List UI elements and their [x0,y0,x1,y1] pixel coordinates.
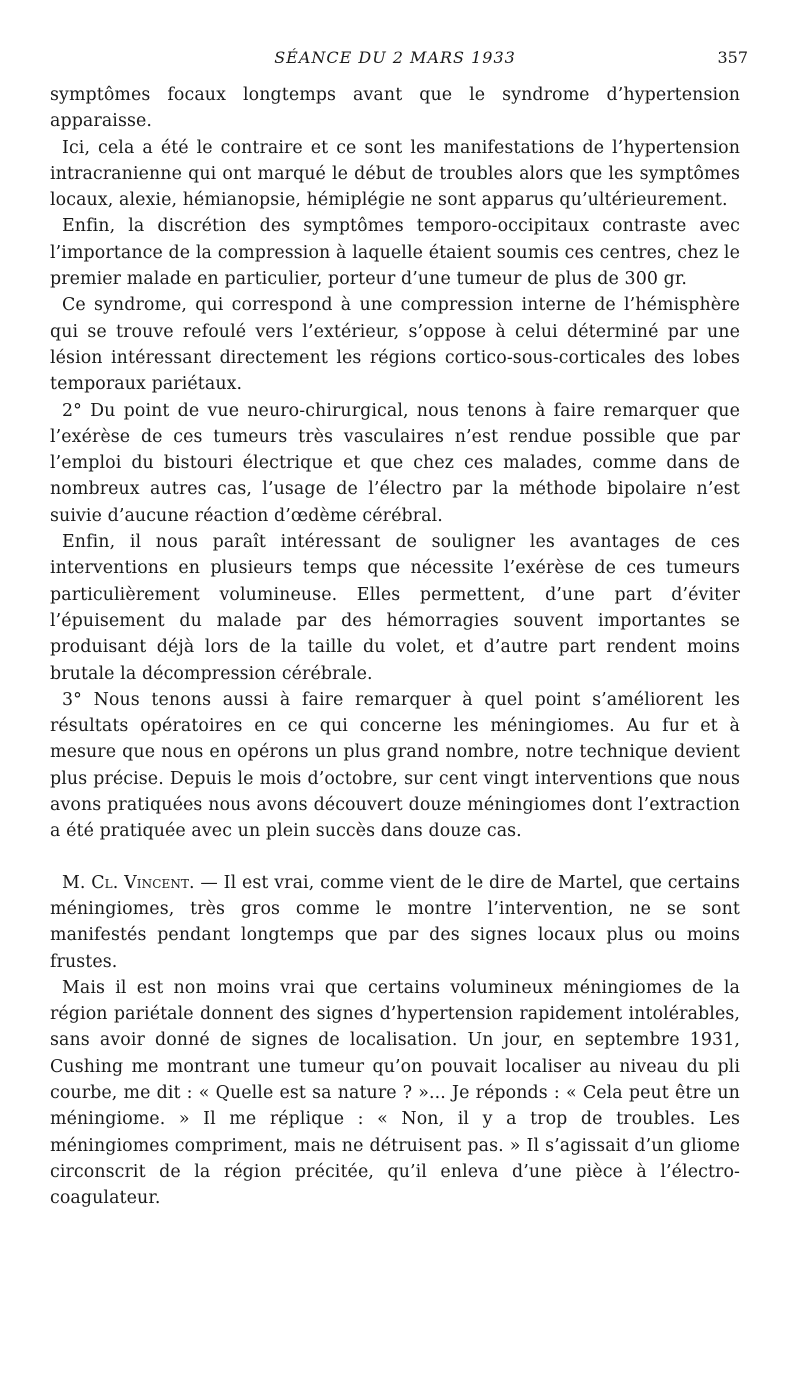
speaker-name: M. Cl. Vincent. [62,872,195,893]
running-head [50,44,748,82]
paragraph-continued: symptômes focaux longtemps avant que le syndrome d’hypertension apparaisse. [50,85,740,132]
discussion-paragraph [50,870,740,975]
section-gap [50,845,740,870]
page [50,44,748,1211]
paragraph: Enfin, la discrétion des symptômes temporo-occipitaux contraste avec l’importance de la compression à laquelle étaient soumis ces centres, chez le premier malade en particulier, porteur d’une tumeur de plus de 300 gr. [50,216,740,290]
discussion-text: — Il est vrai, comme vient de le dire de Martel, que certains méningiomes, très gros comme le montre l’intervention, ne se sont manifestés pendant longtemps que par des signes locaux plus ou moins frustes. [50,872,740,972]
paragraph: Ici, cela a été le contraire et ce sont les manifestations de l’hypertension intracranienne qui ont marqué le début de troubles alors que les symptômes locaux, alexie, hémianopsie, hémiplégie ne sont apparus qu’ultérieurement. [50,137,740,211]
paragraph: Enfin, il nous paraît intéressant de souligner les avantages de ces interventions en plusieurs temps que nécessite l’exérèse de ces tumeurs particulièrement volumineuse. Elles permettent, d’une part d’éviter l’épuisement du malade par des hémorragies souvent importantes se produisant déjà lors de la taille du volet, et d’autre part rendent moins brutale la décompression cérébrale. [50,532,740,684]
paragraph: Ce syndrome, qui correspond à une compression interne de l’hémisphère qui se trouve refoulé vers l’extérieur, s’oppose à celui déterminé par une lésion intéressant directement les régions cortico-sous-corticales des lobes temporaux pariétaux. [50,295,740,395]
running-title: SÉANCE DU 2 MARS 1933 [274,48,516,67]
page-number: 357 [717,48,748,67]
paragraph: 3° Nous tenons aussi à faire remarquer à quel point s’améliorent les résultats opératoires en ce qui concerne les méningiomes. Au fur et à mesure que nous en opérons un plus grand nombre, notre technique devient plus précise. Depuis le mois d’octobre, sur cent vingt interventions que nous avons pratiquées nous avons découvert douze méningiomes dont l’extraction a été pratiquée avec un plein succès dans douze cas. [50,689,740,842]
paragraph: 2° Du point de vue neuro-chirurgical, nous tenons à faire remarquer que l’exérèse de ces tumeurs très vasculaires n’est rendue possible que par l’emploi du bistouri électrique et que chez ces malades, comme dans de nombreux autres cas, l’usage de l’électro par la méthode bipolaire n’est suivie d’aucune réaction d’œdème cérébral. [50,400,740,526]
discussion-paragraph: Mais il est non moins vrai que certains volumineux méningiomes de la région pariétale donnent des signes d’hypertension rapidement intolérables, sans avoir donné de signes de localisation. Un jour, en septembre 1931, Cushing me montrant une tumeur qu’on pouvait localiser au niveau du pli courbe, me dit : « Quelle est sa nature ? »... Je réponds : « Cela peut être un méningiome. » Il me réplique : « Non, il y a trop de troubles. Les méningiomes compriment, mais ne détruisent pas. » Il s’agissait d’un gliome circonscrit de la région précitée, qu’il enleva d’une pièce à l’électro-coagulateur. [50,977,740,1209]
